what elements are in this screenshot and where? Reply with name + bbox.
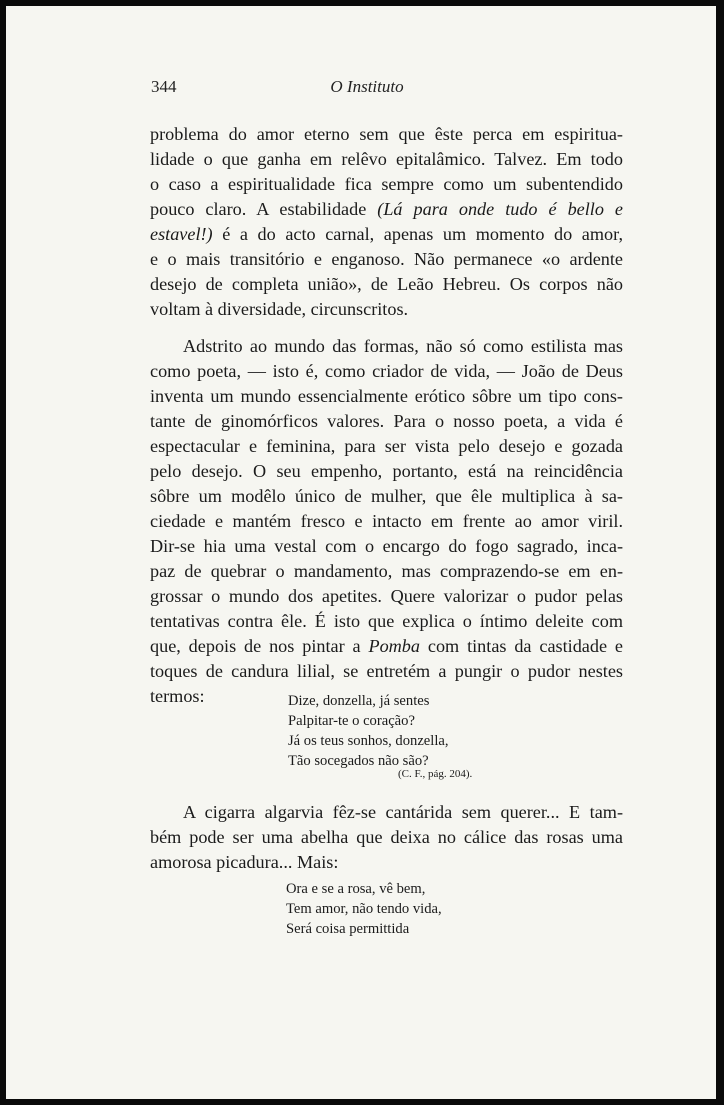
verse-line: Já os teus sonhos, donzella,: [288, 733, 449, 749]
text-line: Dir-se hia uma vestal com o encargo do fogo sagrado, inca-: [150, 536, 623, 556]
text-line: problema do amor eterno sem que êste perca em espiritua-: [150, 124, 623, 144]
text-segment: pouco claro. A estabilidade: [150, 199, 367, 219]
verse-line: Dize, donzella, já sentes: [288, 693, 430, 709]
text-line: amorosa picadura... Mais:: [150, 852, 339, 872]
text-line: pelo desejo. O seu empenho, portanto, está na reincidência: [150, 461, 623, 481]
text-line: o caso a espiritualidade fica sempre como um subentendido: [150, 174, 623, 194]
verse-line: Ora e se a rosa, vê bem,: [286, 881, 426, 897]
text-line: ciedade e mantém fresco e intacto em frente ao amor viril.: [150, 511, 623, 531]
text-line: grossar o mundo dos apetites. Quere valorizar o pudor pelas: [150, 586, 623, 606]
text-segment: com tintas da castidade e: [427, 636, 623, 656]
page-number: 344: [151, 77, 177, 96]
text-line: como poeta, — isto é, como criador de vida, — João de Deus: [150, 361, 623, 381]
text-line: paz de quebrar o mandamento, mas comprazendo-se em en-: [150, 561, 623, 581]
running-title: O Instituto: [330, 77, 404, 96]
text-line: lidade o que ganha em relêvo epitalâmico. Talvez. Em todo: [150, 149, 623, 169]
text-line: voltam à diversidade, circunscritos.: [150, 299, 409, 319]
verse-line: Tem amor, não tendo vida,: [286, 901, 442, 917]
verse-line: Palpitar-te o coração?: [288, 713, 415, 729]
text-segment: que, depois de nos pintar a: [150, 636, 361, 656]
text-line: A cigarra algarvia fêz-se cantárida sem querer... E tam-: [183, 802, 623, 822]
verse-line: Será coisa permittida: [286, 921, 410, 937]
book-page: [6, 6, 716, 1099]
text-line: desejo de completa união», de Leão Hebreu. Os corpos não: [150, 274, 623, 294]
text-line: tante de ginomórficos valores. Para o nosso poeta, a vida é: [150, 411, 623, 431]
text-segment: é a do acto carnal, apenas um momento do amor,: [222, 224, 623, 244]
italic-title: Pomba: [368, 636, 420, 656]
text-line: tentativas contra êle. É isto que explica o íntimo deleite com: [150, 611, 623, 631]
italic-quote: (Lá para onde tudo é bello e: [377, 199, 623, 219]
text-line: sôbre um modêlo único de mulher, que êle multiplica à sa-: [150, 486, 623, 506]
text-line: toques de candura lilial, se entretém a pungir o pudor nestes: [150, 661, 623, 681]
text-line: Adstrito ao mundo das formas, não só como estilista mas: [183, 336, 623, 356]
italic-quote: estavel!): [150, 224, 213, 244]
verse-line: Tão socegados não são?: [288, 753, 429, 769]
text-line: e o mais transitório e enganoso. Não permanece «o ardente: [150, 249, 623, 269]
text-line: [150, 197, 623, 221]
text-line: bém pode ser uma abelha que deixa no cálice das rosas uma: [150, 827, 623, 847]
citation: (C. F., pág. 204).: [398, 768, 473, 780]
text-line: [150, 222, 623, 246]
text-line: espectacular e feminina, para ser vista pelo desejo e gozada: [150, 436, 623, 456]
text-line: [150, 634, 623, 658]
text-line: inventa um mundo essencialmente erótico sôbre um tipo cons-: [150, 386, 623, 406]
text-line: termos:: [150, 686, 205, 706]
